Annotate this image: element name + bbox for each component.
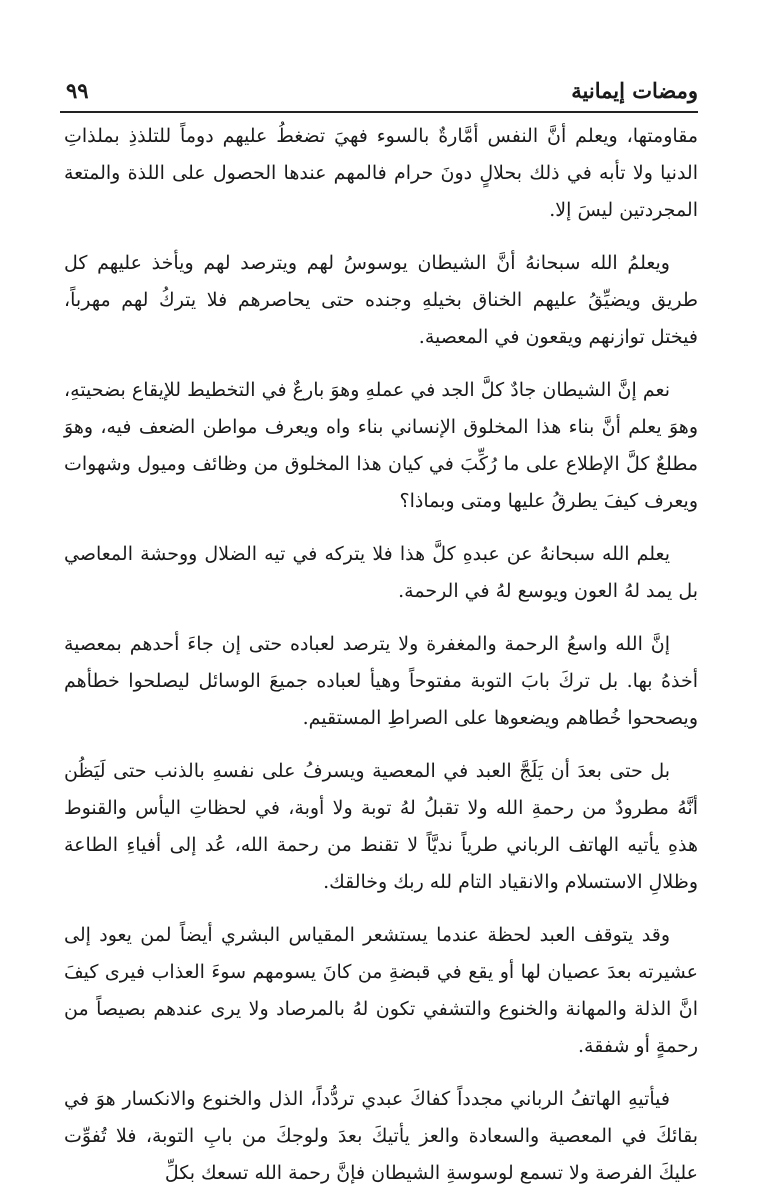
paragraph-1: مقاومتها، ويعلم أنَّ النفس أمَّارةٌ بالسوء فهيَ تضغطُ عليهم دوماً للتلذذِ بملذاتِ الدنيا ولا تأبه في ذلك بحلالٍ دونَ حرام فالمهم عندها الحصول على اللذة والمتعة المجردتين ليسَ إلا. [64,125,698,221]
paragraph-3: نعم إنَّ الشيطان جادٌ كلَّ الجد في عملهِ وهوَ بارعٌ في التخطيط للإيقاع بضحيتهِ، وهوَ يعلم أنَّ بناء هذا المخلوق الإنساني بناء واه ويعرف مواطن الضعف فيه، وهوَ مطلعٌ كلَّ الإطلاع على ما رُكِّبَ في كيان هذا المخلوق من وظائف وميول وشهوات ويعرف كيفَ يطرقُ عليها ومتى وبماذا؟ [64,379,698,512]
paragraph-7: وقد يتوقف العبد لحظة عندما يستشعر المقياس البشري أيضاً لمن يعود إلى عشيرته بعدَ عصيان لها أو يقع في قبضةِ من كانَ يسومهم سوءَ العذاب فيرى كيفَ انَّ الذلة والمهانة والخنوع والتشفي تكون لهُ بالمرصاد ولا يرى عندهم بصيصاً من رحمةٍ أو شفقة. [64,924,698,1057]
body-text [64,114,698,1184]
header-rule [60,111,698,113]
paragraph-2: ويعلمُ الله سبحانهُ أنَّ الشيطان يوسوسُ لهم ويترصد لهم ويأخذ عليهم كل طريق ويضيِّقُ عليهم الخناق بخيلهِ وجنده حتى يحاصرهم فلا يتركُ لهم مهرباً، فيختل توازنهم ويقعون في المعصية. [64,252,698,348]
paragraph-5: إنَّ الله واسعُ الرحمة والمغفرة ولا يترصد لعباده حتى إن جاءَ أحدهم بمعصية أخذهُ بها. بل تركَ بابَ التوبة مفتوحاً وهيأ لعباده جميعَ الوسائل ليصلحوا خطأهم ويصححوا خُطاهم ويضعوها على الصراطِ المستقيم. [64,633,698,729]
paragraph-4: يعلم الله سبحانهُ عن عبدهِ كلَّ هذا فلا يتركه في تيه الضلال ووحشة المعاصي بل يمد لهُ العون ويوسع لهُ في الرحمة. [64,543,698,602]
paragraph-6: بل حتى بعدَ أن يَلَجَّ العبد في المعصية ويسرفُ على نفسهِ بالذنب حتى لَيَظُن أنَّهُ مطرودٌ من رحمةِ الله ولا تقبلُ لهُ توبة ولا أوبة، في لحظاتِ اليأس والقنوط هذهِ يأتيه الهاتف الرباني طرياً نديَّاً لا تقنط من رحمة الله، عُد إلى أفياءِ الطاعة وظلالِ الاستسلام والانقياد التام لله ربك وخالقك. [64,760,698,893]
running-title: ومضات إيمانية [571,78,698,103]
paragraph-8: فيأتيهِ الهاتفُ الرباني مجدداً كفاكَ عبدي تردُّداً، الذل والخنوع والانكسار هوَ في بقائكَ في المعصية والسعادة والعز يأتيكَ بعدَ ولوجكَ من بابِ التوبة، فلا تُفوِّت عليكَ الفرصة ولا تسمع لوسوسةِ الشيطان فإنَّ رحمة الله تسعك بكلِّ [64,1088,698,1184]
running-header [60,76,698,110]
page-number: ٩٩ [66,78,89,103]
